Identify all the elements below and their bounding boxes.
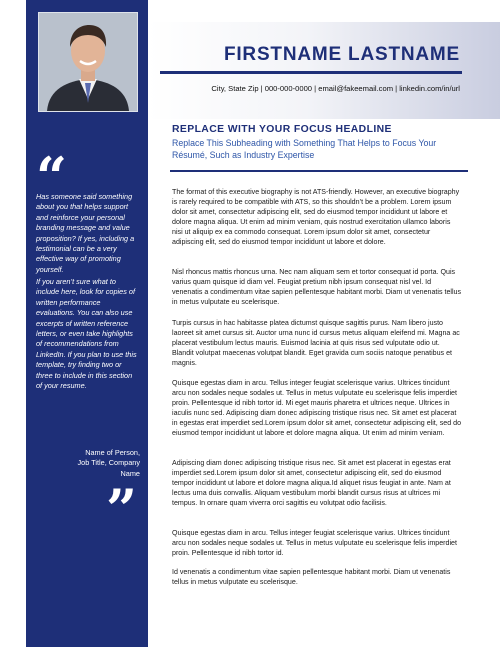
attribution-line-3: Name xyxy=(120,468,140,478)
focus-subheading: Replace This Subheading with Something That Helps to Focus Your Résumé, Such as Industry Expertise xyxy=(172,138,437,160)
testimonial-attribution xyxy=(36,448,140,479)
profile-photo xyxy=(38,12,138,112)
body-paragraph-6: Quisque egestas diam in arcu. Tellus integer feugiat scelerisque varius. Ultrices tincidunt arcu non sodales neque sodales ut. Tellus in metus vulputate eu scelerisque felis imperdiet proin. Pellentesque id nibh tortor id. xyxy=(172,529,457,557)
body-paragraph-7: Id venenatis a condimentum vitae sapien pellentesque habitant morbi. Diam ut venenatis tellus in metus vulputate eu scelerisque. xyxy=(172,568,451,586)
body-paragraph-3: Turpis cursus in hac habitasse platea dictumst quisque sagittis purus. Nam libero justo laoreet sit amet cursus sit. Auctor urna nunc id cursus metus aliquam eleifend mi. Magna ac placerat vestibulum lectus mauris. Euismod lacinia at quis risus sed vulputate odio ut. Blandit volutpat maecenas volutpat blandit. Eget gravida cum sociis natoque penatibus et magnis. xyxy=(172,319,460,367)
body-paragraph-5: Adipiscing diam donec adipiscing tristique risus nec. Sit amet est placerat in egestas erat imperdiet sed.Lorem ipsum dolor sit amet, consectetur adipiscing elit, sed do eiusmod tempor incididunt ut labore et dolore magna aliqua.Id aliquet risus feugiat in ante. Nam at lectus urna duis convallis. Aliquam vestibulum morbi blandit cursus risus at ultrices mi tempus. In ornare quam viverra orci sagittis eu volutpat odio facilisis. xyxy=(172,459,451,507)
testimonial-paragraph-1: Has someone said something about you that helps support and reinforce your personal branding message and value proposition? If yes, including a testimonial can be a very effective way of promoting yourself. xyxy=(36,192,135,274)
contact-line: City, State Zip | 000-000-0000 | email@fakeemail.com | linkedin.com/in/url xyxy=(211,84,460,93)
testimonial-paragraph-2: If you aren’t sure what to include here, look for copies of written performance evaluations. You can also use excerpts of written reference letters, or even take highlights of recommendations from LinkedIn. If you plan to use this template, try finding two or three to include in this section of your resume. xyxy=(36,277,137,391)
attribution-line-1: Name of Person, xyxy=(85,448,140,457)
focus-headline: REPLACE WITH YOUR FOCUS HEADLINE xyxy=(172,124,392,135)
close-quote-icon: ” xyxy=(106,477,134,541)
person-name: FIRSTNAME LASTNAME xyxy=(223,44,460,65)
headline-divider xyxy=(170,170,468,172)
attribution-line-2: Job Title, Company xyxy=(77,458,140,468)
profile-photo-image xyxy=(39,13,137,111)
body-paragraph-1: The format of this executive biography is not ATS-friendly. However, an executive biography is rarely required to be compatible with ATS, so this shouldn’t be a problem. Lorem ipsum dolor sit amet, consectetur adipiscing elit, sed do eiusmod tempor incididunt ut labore et dolore magna aliqua. Ut enim ad minim veniam, quis nostrud exercitation ullamco laboris nisi ut aliquip ex ea commodo consequat. Lorem ipsum dolor sit amet, consectetur adipiscing elit, sed do eiusmod tempor incididunt ut labore et dolore. xyxy=(172,188,460,246)
body-paragraph-4: Quisque egestas diam in arcu. Tellus integer feugiat scelerisque varius. Ultrices tincidunt arcu non sodales neque sodales ut. Tellus in metus vulputate eu scelerisque felis imperdiet proin. Pellentesque id nibh tortor id. Mi eget mauris pharetra et ultrices neque. Ultrices in iaculis nunc sed. Adipiscing diam donec adipiscing tristique risus nec. Sit amet est placerat in egestas erat imperdiet sed.Lorem ipsum dolor sit amet, consectetur adipiscing elit, sed do eiusmod tempor incididunt ut labore et dolore magna aliqua. Ut enim ad minim veniam. xyxy=(172,379,462,437)
open-quote-icon: “ xyxy=(36,145,64,209)
body-paragraph-2: Nisl rhoncus mattis rhoncus urna. Nec nam aliquam sem et tortor consequat id porta. Quis varius quam quisque id diam vel. Feugiat pretium nibh ipsum consequat nisl vel. Id venenatis a condimentum vitae sapien pellentesque habitant morbi. Diam ut venenatis tellus in metus vulputate eu scelerisque. xyxy=(172,268,462,306)
header-divider xyxy=(160,71,462,74)
